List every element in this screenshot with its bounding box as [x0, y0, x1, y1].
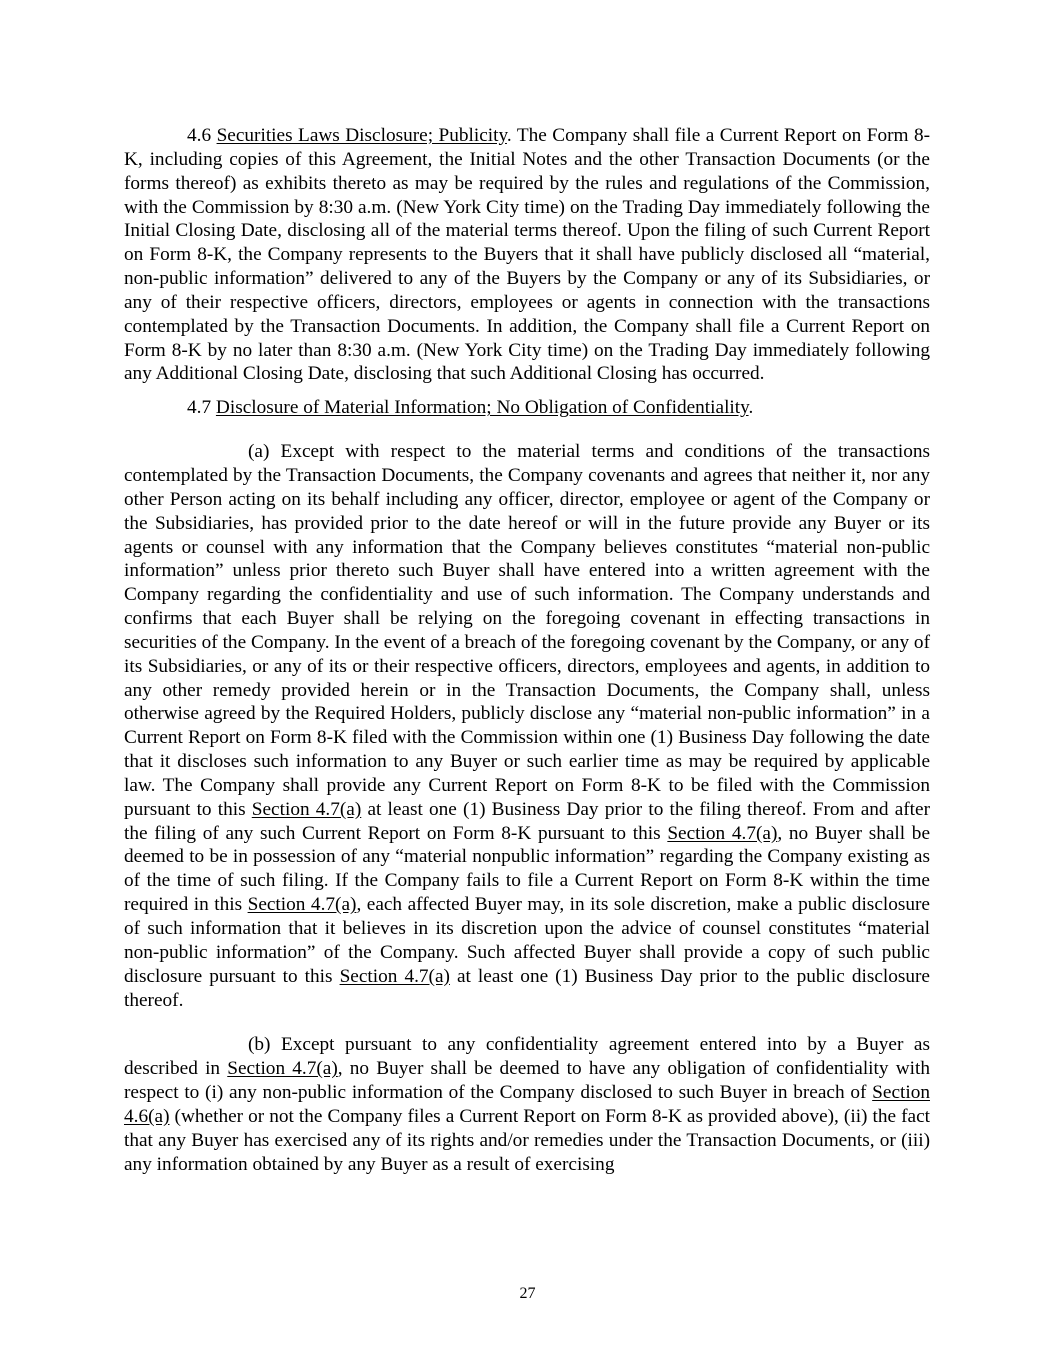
- paragraph-b-text-2: , no Buyer shall be deemed to have any obligation of confidentiality with respect to (i) any non-public information of the Company disclosed to such Buyer in breach of: [124, 1058, 931, 1104]
- section-ref-4-7a: Section 4.7(a): [339, 965, 450, 987]
- section-ref-4-7a: Section 4.7(a): [667, 822, 778, 844]
- paragraph-a-text-5: at least one (1) Business Day prior to the public disclosure thereof.: [124, 965, 930, 1011]
- paragraph-a-text-3: , no Buyer shall be deemed to be in possession of any “material nonpublic information” regarding the Company existing as of the time of such filing. If the Company fails to file a Current Report on Form 8-K within the time required in this: [124, 822, 931, 916]
- section-4-6-heading: Securities Laws Disclosure; Publicity: [216, 125, 507, 146]
- paragraph-a-text-4: , each affected Buyer may, in its sole discretion, make a public disclosure of such information that it believes in its discretion upon the advice of counsel constitutes “material non-public information” of the Company. Such affected Buyer shall provide a copy of such public disclosure pursuant to this: [124, 894, 930, 987]
- section-ref-4-7a: Section 4.7(a): [251, 798, 362, 820]
- section-4-6-number: 4.6: [187, 125, 217, 146]
- section-4-7-heading: Disclosure of Material Information; No Obligation of Confidentiality: [215, 397, 749, 419]
- paragraph-b: [124, 1033, 930, 1176]
- section-4-7-trailing: .: [748, 397, 754, 419]
- section-ref-4-6a: Section 4.6(a): [124, 1082, 930, 1127]
- section-4-6-body: . The Company shall file a Current Report on Form 8-K, including copies of this Agreement, the Initial Notes and the other Transaction Documents (or the forms thereof) as exhibits thereto as may be required by the rules and regulations of the Commission, with the Commission by 8:30 a.m. (New York City time) on the Trading Day immediately following the Initial Closing Date, disclosing all of the material terms thereof. Upon the filing of such Current Report on Form 8-K, the Company represents to the Buyers that it shall have publicly disclosed all “material, non-public information” delivered to any of the Buyers by the Company or any of its Subsidiaries, or any of their respective officers, directors, employees or agents in connection with the transactions contemplated by the Transaction Documents. In addition, the Company shall file a Current Report on Form 8-K by no later than 8:30 a.m. (New York City time) on the Trading Day immediately following any Additional Closing Date, disclosing that such Additional Closing has occurred.: [124, 125, 931, 385]
- section-4-7-number: 4.7: [187, 397, 216, 419]
- section-4-7-paragraph: [124, 396, 930, 420]
- paragraph-b-text-3: (whether or not the Company files a Current Report on Form 8-K as provided above), (ii) the fact that any Buyer has exercised any of its rights and/or remedies under the Transaction Documents, or (iii) any information obtained by any Buyer as a result of exercising: [124, 1105, 930, 1175]
- page-number: 27: [519, 1285, 536, 1302]
- document-page: [124, 124, 930, 1176]
- section-ref-4-7a: Section 4.7(a): [247, 894, 357, 916]
- paragraph-a-text-1: (a) Except with respect to the material terms and conditions of the transactions contemplated by the Transaction Documents, the Company covenants and agrees that neither it, nor any other Person acting on its behalf including any officer, director, employee or agent of the Company or the Subsidiaries, has provided prior to the date hereof or will in the future provide any Buyer or its agents or counsel with any information that the Company believes constitutes “material non-public information” unless prior thereto such Buyer shall have entered into a written agreement with the Company regarding the confidentiality and use of such information. The Company understands and confirms that each Buyer shall be relying on the foregoing covenant in effecting transactions in securities of the Company. In the event of a breach of the foregoing covenant by the Company, or any of its Subsidiaries, or any of its or their respective officers, directors, employees and agents, in addition to any other remedy provided herein or in the Transaction Documents, the Company shall, unless otherwise agreed by the Required Holders, publicly disclose any “material non-public information” in a Current Report on Form 8-K filed with the Commission within one (1) Business Day following the date that it discloses such information to any Buyer or such earlier time as may be required by applicable law. The Company shall provide any Current Report on Form 8-K to be filed with the Commission pursuant to this: [124, 441, 930, 820]
- paragraph-a-text-2: at least one (1) Business Day prior to the filing thereof. From and after the filing of any such Current Report on Form 8-K pursuant to this: [124, 798, 931, 844]
- section-ref-4-7a: Section 4.7(a): [227, 1058, 338, 1080]
- paragraph-a: [124, 440, 930, 1012]
- paragraph-b-text-1: (b) Except pursuant to any confidentiality agreement entered into by a Buyer as described in: [124, 1034, 930, 1080]
- section-4-6-paragraph: [124, 124, 930, 386]
